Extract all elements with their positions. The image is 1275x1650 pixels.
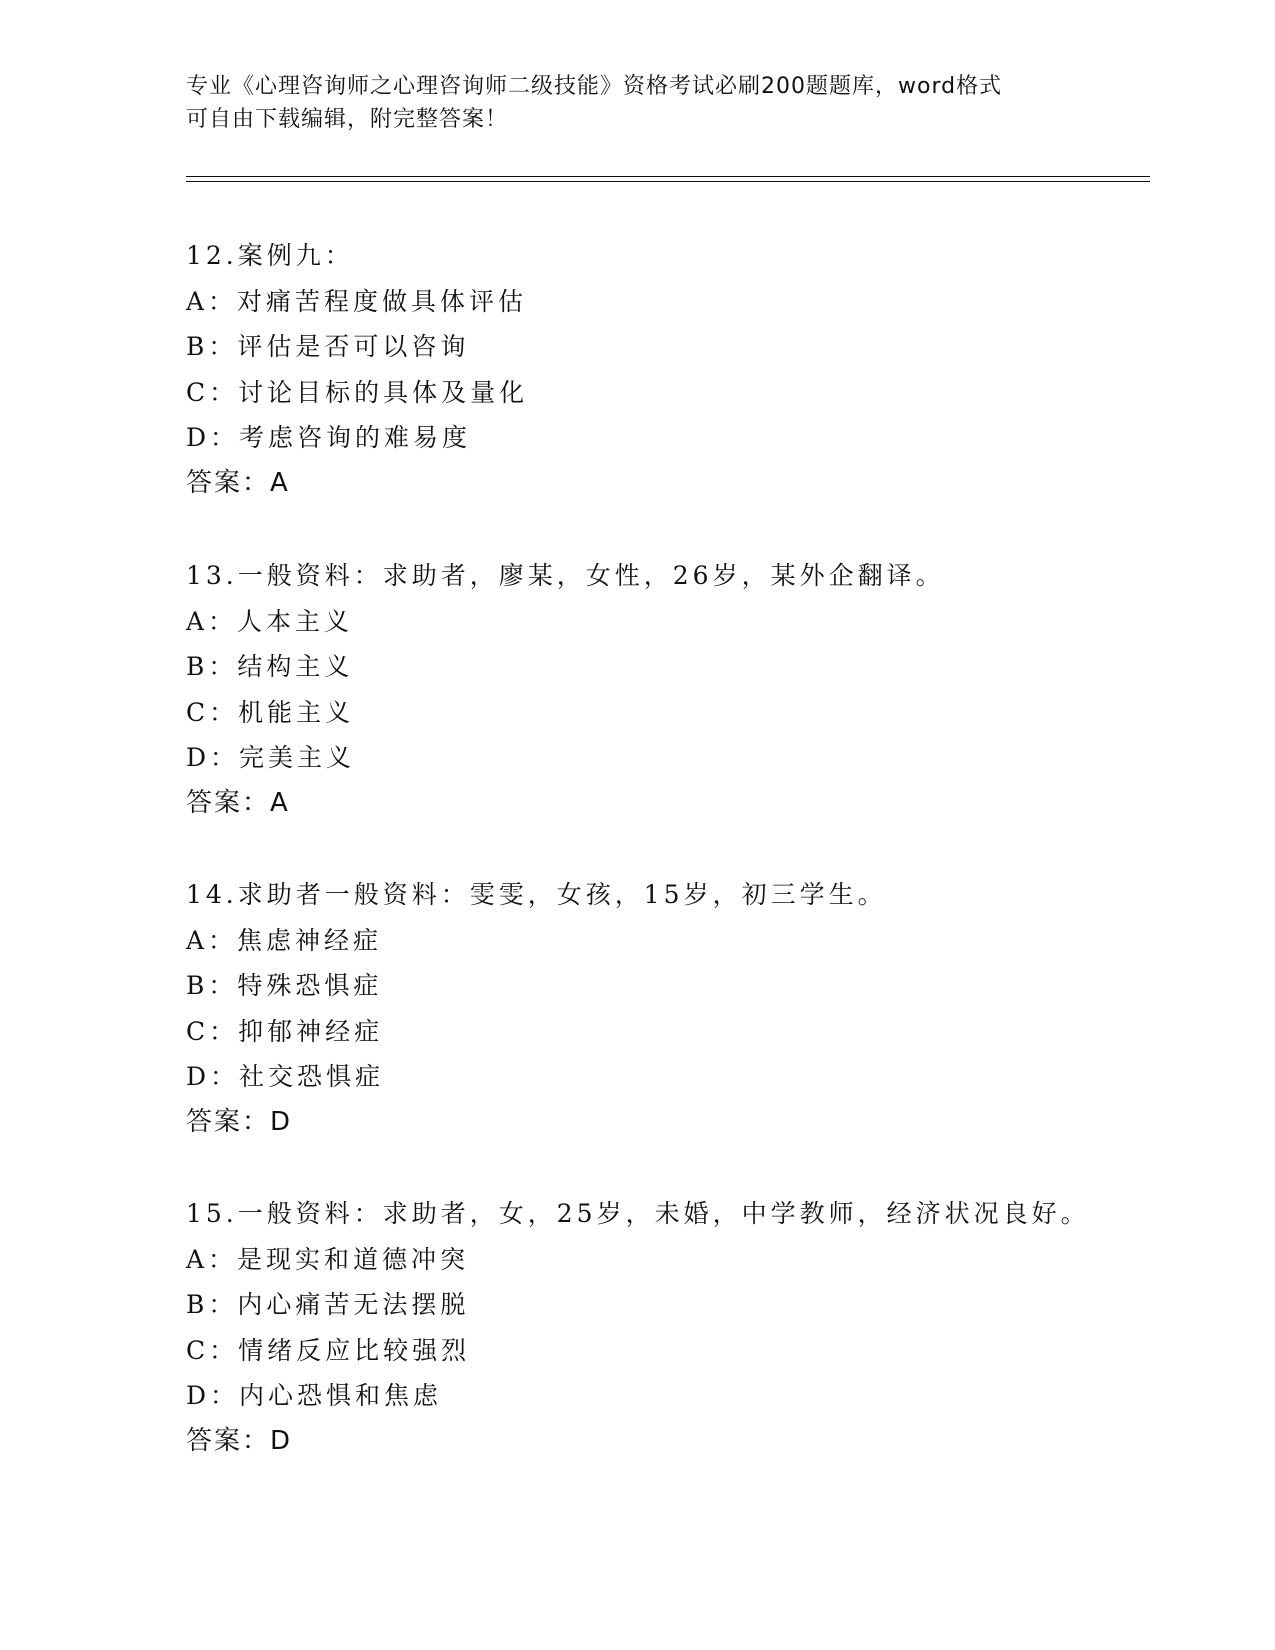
header-title-line-1: 专业《心理咨询师之心理咨询师二级技能》资格考试必刷200题题库，word格式 [186,74,1003,99]
option-a: A：焦虑神经症 [186,925,383,955]
question-stem: 12.案例九： [186,241,354,270]
option-a: A：对痛苦程度做具体评估 [186,286,528,316]
option-b: B：内心痛苦无法摆脱 [186,1290,470,1319]
option-b: B：特殊恐惧症 [186,971,383,1000]
option-c: C：讨论目标的具体及量化 [186,377,529,407]
option-b: B：评估是否可以咨询 [186,332,470,361]
header-divider-top [186,176,1150,177]
option-a: A：是现实和道德冲突 [186,1244,470,1274]
option-d: D：社交恐惧症 [186,1062,385,1091]
option-c: C：机能主义 [186,697,355,727]
option-d: D：完美主义 [186,743,356,772]
option-a: A：人本主义 [186,606,354,636]
option-d: D：考虑咨询的难易度 [186,423,472,452]
option-b: B：结构主义 [186,652,354,681]
question-stem: 13.一般资料：求助者，廖某，女性，26岁，某外企翻译。 [186,561,945,590]
question-stem: 14.求助者一般资料：雯雯，女孩，15岁，初三学生。 [186,880,887,909]
option-c: C：情绪反应比较强烈 [186,1335,471,1365]
question-12 [186,233,1146,506]
answer-line: 答案：A [186,467,290,498]
answer-line: 答案：D [186,1106,293,1137]
answer-line: 答案：A [186,787,290,818]
question-14 [186,872,1146,1145]
header-title-line-2: 可自由下载编辑，附完整答案！ [186,107,509,132]
question-13 [186,553,1146,826]
question-15 [186,1191,1146,1464]
option-c: C：抑郁神经症 [186,1016,384,1046]
answer-line: 答案：D [186,1425,293,1456]
option-d: D：内心恐惧和焦虑 [186,1381,443,1410]
document-header [186,70,1086,136]
header-divider-bottom [186,181,1150,182]
question-stem: 15.一般资料：求助者，女，25岁，未婚，中学教师，经济状况良好。 [186,1199,1090,1228]
